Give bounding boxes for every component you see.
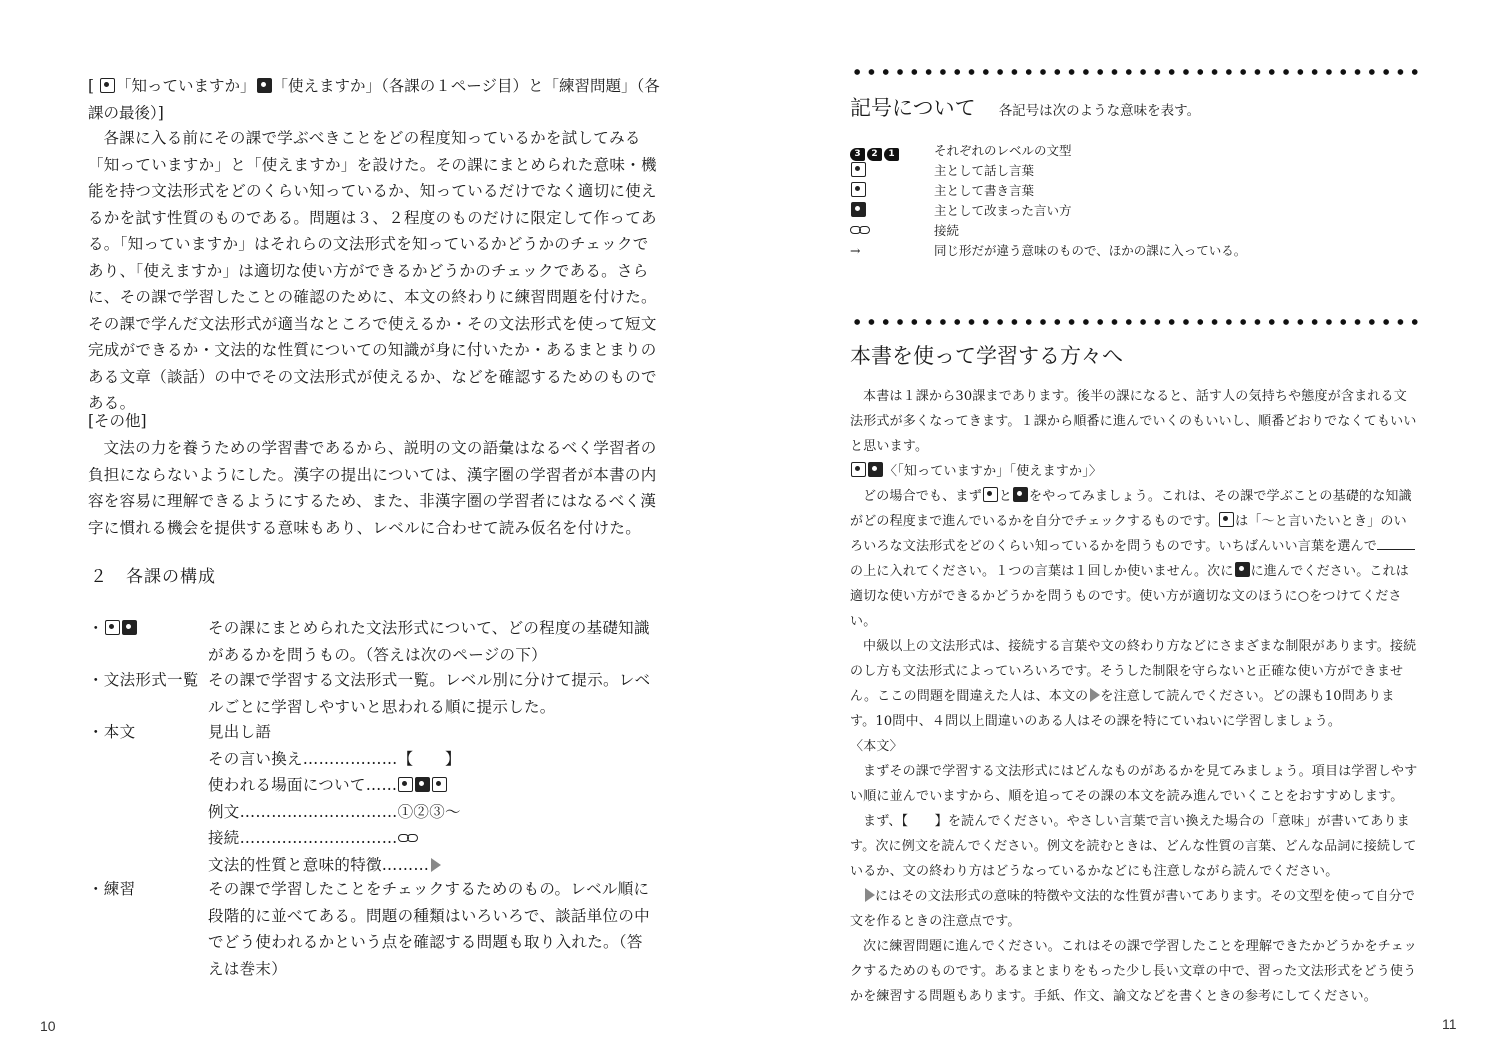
tsukau-icon <box>257 78 272 93</box>
legend-writing-text: 主として書き言葉 <box>934 183 1035 198</box>
symbols-title-sub: 各記号は次のような意味を表す。 <box>998 103 1201 119</box>
answer-blank <box>1377 537 1415 550</box>
triangle-icon <box>1090 688 1100 702</box>
row2-value: その課で学習する文法形式一覧。レベル別に分けて提示。レベルごとに学習しやすいと思われる順に提示した。 <box>208 671 651 716</box>
row3-values <box>208 719 658 878</box>
structure-row-4 <box>88 876 663 978</box>
structure-row-1 <box>88 615 663 671</box>
shiru-icon <box>1219 512 1234 527</box>
right-p8: にはその文法形式の意味的特徴や文法的な性質が書いてあります。その文型を使って自分で文を作るときの注意点です。 <box>850 889 1416 929</box>
row3-value-2: その言い換え………………【 】 <box>208 749 461 768</box>
dotted-divider-1 <box>850 68 1420 76</box>
writing-icon <box>398 777 413 792</box>
legend-connection-text: 接続 <box>934 223 960 238</box>
readers-title: 本書を使って学習する方々へ <box>850 344 1123 368</box>
formal-icon <box>851 202 866 217</box>
row1-key: ・ <box>88 615 138 642</box>
section-title: ２ 各課の構成 <box>90 567 216 587</box>
triangle-icon <box>865 888 875 902</box>
level-3-icon: 3 <box>850 148 865 161</box>
formal-icon <box>415 777 430 792</box>
right-p4: 中級以上の文法形式は、接続する言葉や文の終わり方などにさまざまな制限があります。接続のし方も文法形式によっていろいろです。そうした制限を守らないと正確な使い方ができません。ここの問題を間違えた人は、本文の を注意して読んでください。どの課も10問あります。10問中、４問以上間違いのある人はその課を特にていねいに学習しましょう。 <box>850 639 1417 729</box>
row3-key: ・本文 <box>88 723 136 741</box>
page-number-left: 10 <box>40 1018 56 1034</box>
connection-icon <box>850 226 872 235</box>
tsukau-icon <box>1235 562 1250 577</box>
row3-value-1: 見出し語 <box>208 723 272 741</box>
arrow-icon: → <box>850 243 861 258</box>
right-p7: まず、【 】を読んでください。やさしい言葉で言い換えた場合の「意味」が書いてあります。次に例文を読んでください。例文を読むときは、どんな性質の言葉、どんな品詞に接続しているか、文の終わり方はどうなっているかなどにも注意しながら読んでください。 <box>850 814 1417 879</box>
left-para1-text: 各課に入る前にその課で学ぶべきことをどの程度知っているかを試してみる「知っていますか」と「使えますか」を設けた。その課にまとめられた意味・機能を持つ文法形式をどのくらい知っているか、知っているだけでなく適切に使えるかを試す性質のものである。問題は３、２程度のものだけに限定して作ってある。「知っていますか」はそれらの文法形式を知っているかどうかのチェックであり、「使えますか」は適切な使い方ができるかどうかのチェックである。さらに、その課で学習したことの確認のために、本文の終わりに練習問題を付けた。その課で学んだ文法形式が適当なところで使えるか・その文法形式を使って短文完成ができるか・文法的な性質についての知識が身に付いたか・あるまとまりのある文章（談話）の中でその文法形式が使えるか、などを確認するためのものである。 <box>88 129 657 412</box>
shiru-icon <box>983 487 998 502</box>
left-para2 <box>88 435 663 541</box>
legend-formal-text: 主として改まった言い方 <box>934 203 1072 218</box>
right-p6: まずその課で学習する文法形式にはどんなものがあるかを見てみましょう。項目は学習しやすい順に並んでいますから、順を追ってその課の本文を読み進んでいくことをおすすめします。 <box>850 764 1418 804</box>
left-para2-text: 文法の力を養うための学習書であるから、説明の文の語彙はなるべく学習者の負担にならないようにした。漢字の提出については、漢字圏の学習者が本書の内容を容易に理解できるようにするため、また、非漢字圏の学習者にはなるべく漢字に慣れる機会を提供する意味もあり、レベルに合わせて読み仮名を付けた。 <box>88 439 657 537</box>
tsukau-icon <box>868 462 883 477</box>
row3-value-4: 例文…………………………①②③〜 <box>208 802 461 821</box>
legend-levels-text: それぞれのレベルの文型 <box>934 143 1072 158</box>
structure-row-2 <box>88 667 663 723</box>
dotted-divider-2 <box>850 318 1420 326</box>
structure-row-3 <box>88 719 663 879</box>
row3-value-6: 文法的性質と意味的特徴……… <box>208 852 658 879</box>
right-p9: 次に練習問題に進んでください。これはその課で学習したことを理解できたかどうかをチェックするためのものです。あるまとまりをもった少し長い文章の中で、習った文法形式をどう使うかを練習する問題もあります。手紙、作文、論文などを書くときの参考にしてください。 <box>850 939 1418 1004</box>
right-p5: 〈本文〉 <box>850 739 903 754</box>
legend-arrow-text: 同じ形だが違う意味のもので、ほかの課に入っている。 <box>934 243 1247 258</box>
left-heading1: [ 「知っていますか」 「使えますか」（各課の１ページ目）と「練習問題」（各課の最後）] <box>88 77 660 122</box>
right-body <box>850 384 1418 1009</box>
shiru-icon <box>100 78 115 93</box>
left-para1 <box>88 125 663 417</box>
speaking-icon <box>851 162 866 177</box>
level-2-icon: 2 <box>867 148 882 161</box>
speaking-icon <box>432 777 447 792</box>
page-number-right: 11 <box>1442 1016 1457 1032</box>
row4-value: その課で学習したことをチェックするためのもの。レベル順に段階的に並べてある。問題の種類はいろいろで、談話単位の中でどう使われるかという点を確認する問題も取り入れた。（答えは巻末） <box>208 880 650 978</box>
level-1-icon: 1 <box>884 148 899 161</box>
right-p3: どの場合でも、まず と をやってみましょう。これは、その課で学ぶことの基礎的な知識がどの程度まで進んでいるかを自分でチェックするものです。 は「〜と言いたいとき」のいろいろな文法形式をどのくらい知っているかを問うものです。いちばんいい言葉を選んでの上に入れてください。１つの言葉は１回しか使いません。次に に進んでください。これは適切な使い方ができるかどうかを問うものです。使い方が適切な文のほうに○をつけてください。 <box>850 484 1418 634</box>
right-p2: 〈「知っていますか」「使えますか」〉 <box>850 459 1418 484</box>
symbols-title <box>850 92 1200 122</box>
row1-value: その課にまとめられた文法形式について、どの程度の基礎知識があるかを問うもの。（答えは次のページの下） <box>208 619 650 664</box>
tsukau-icon <box>1013 487 1028 502</box>
row3-value-3: 使われる場面について…… <box>208 772 658 799</box>
row2-key: ・文法形式一覧 <box>88 671 199 689</box>
left-heading2: [その他] <box>88 412 147 430</box>
legend-speaking-text: 主として話し言葉 <box>934 163 1035 178</box>
shiru-icon <box>851 462 866 477</box>
row4-key: ・練習 <box>88 880 136 898</box>
symbols-title-text: 記号について <box>850 96 976 120</box>
tsukau-icon <box>122 620 137 635</box>
row3-value-5: 接続………………………… <box>208 825 658 852</box>
connection-icon <box>398 834 420 843</box>
right-p1: 本書は１課から30課まであります。後半の課になると、話す人の気持ちや態度が含まれる文法形式が多くなってきます。１課から順番に進んでいくのもいいし、順番どおりでなくてもいいと思います。 <box>850 389 1417 454</box>
writing-icon <box>851 182 866 197</box>
shiru-icon <box>105 620 120 635</box>
triangle-icon <box>431 858 441 872</box>
right-page <box>750 0 1500 1064</box>
level-icons <box>850 142 901 161</box>
